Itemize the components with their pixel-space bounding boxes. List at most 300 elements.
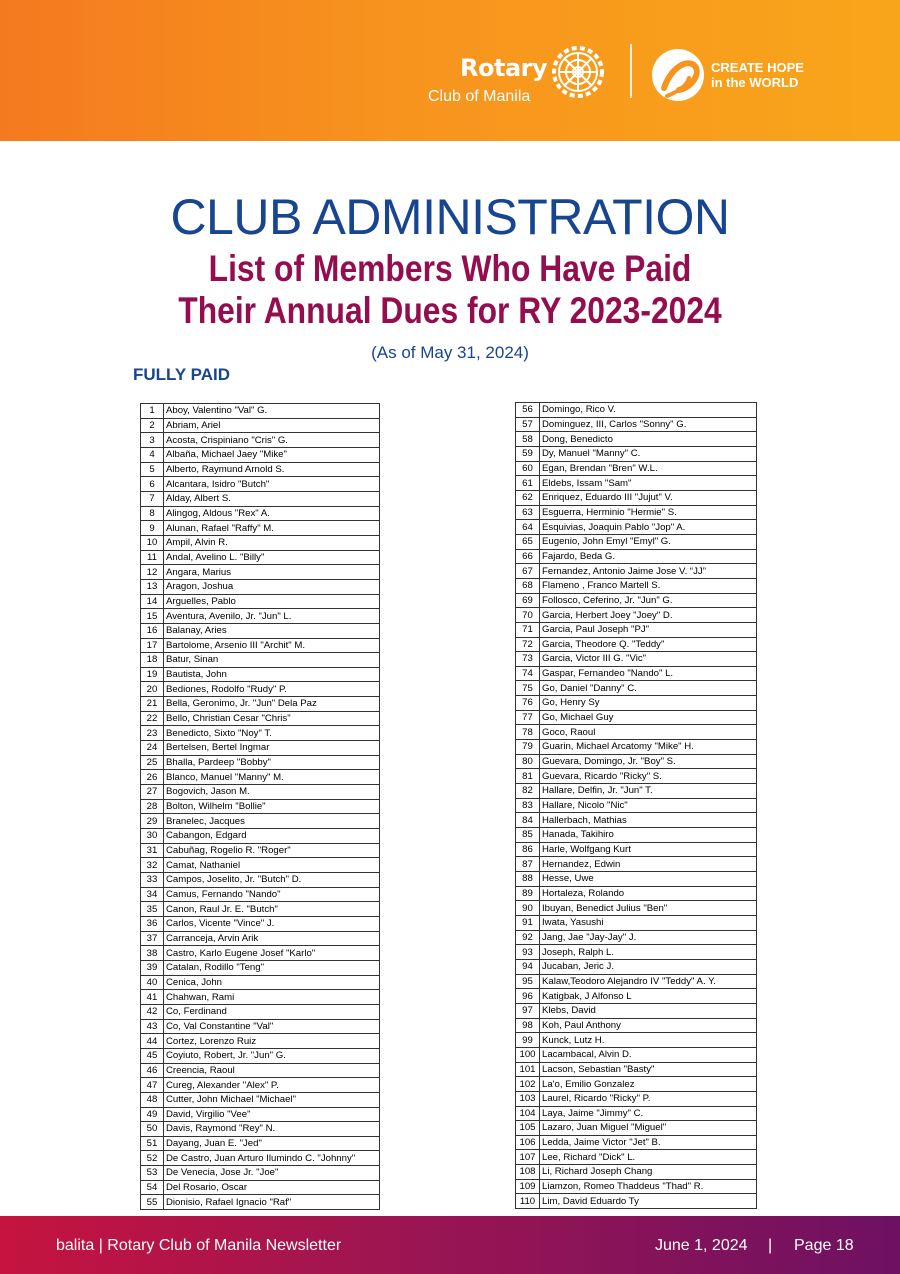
member-name: Bolton, Wilhelm "Bollie" [164,799,380,814]
member-row [516,1165,757,1180]
member-name: Castro, Karlo Eugene Josef "Karlo" [164,946,380,961]
member-name: Ledda, Jaime Victor "Jet" B. [540,1135,757,1150]
member-row [141,843,380,858]
member-name: Cenica, John [164,975,380,990]
member-name: Cabangon, Edgard [164,829,380,844]
member-name: Flameno , Franco Martell S. [540,578,757,593]
member-row [516,915,757,930]
member-name: Lacson, Sebastian "Basty" [540,1062,757,1077]
member-name: Arguelles, Pablo [164,594,380,609]
member-number: 79 [516,740,540,755]
member-row [141,1136,380,1151]
member-name: Egan, Brendan "Bren" W.L. [540,461,757,476]
member-number: 8 [141,506,164,521]
member-number: 27 [141,785,164,800]
member-name: Aboy, Valentino "Val" G. [164,404,380,419]
member-number: 24 [141,741,164,756]
member-number: 89 [516,886,540,901]
member-row [141,946,380,961]
member-number: 32 [141,858,164,873]
member-number: 46 [141,1063,164,1078]
member-number: 21 [141,697,164,712]
member-number: 70 [516,608,540,623]
member-number: 80 [516,754,540,769]
member-number: 15 [141,609,164,624]
member-number: 66 [516,549,540,564]
member-number: 3 [141,433,164,448]
member-name: De Castro, Juan Arturo Ilumindo C. "Johnny" [164,1151,380,1166]
member-row [141,477,380,492]
theme-tagline [711,60,804,90]
member-number: 52 [141,1151,164,1166]
member-number: 4 [141,447,164,462]
member-number: 110 [516,1194,540,1209]
member-row [141,462,380,477]
member-number: 20 [141,682,164,697]
member-row [516,945,757,960]
member-number: 7 [141,491,164,506]
member-row [141,1166,380,1181]
member-name: Hallare, Delfin, Jr. "Jun" T. [540,784,757,799]
member-row [141,829,380,844]
member-number: 81 [516,769,540,784]
member-row [516,754,757,769]
member-row [516,725,757,740]
member-number: 13 [141,579,164,594]
member-name: Dominguez, III, Carlos "Sonny" G. [540,417,757,432]
member-row [141,565,380,580]
member-row [516,534,757,549]
member-row [516,901,757,916]
member-number: 34 [141,887,164,902]
member-number: 23 [141,726,164,741]
member-name: Andal, Avelino L. "Billy" [164,550,380,565]
member-number: 75 [516,681,540,696]
member-number: 36 [141,916,164,931]
member-row [141,931,380,946]
member-name: Aventura, Avenilo, Jr. "Jun" L. [164,609,380,624]
member-name: Catalan, Rodillo "Teng" [164,960,380,975]
member-name: La'o, Emilio Gonzalez [540,1077,757,1092]
member-name: Aragon, Joshua [164,579,380,594]
member-number: 90 [516,901,540,916]
member-row [141,975,380,990]
member-row [141,418,380,433]
member-number: 14 [141,594,164,609]
member-number: 42 [141,1004,164,1019]
member-number: 28 [141,799,164,814]
member-number: 73 [516,652,540,667]
member-number: 85 [516,828,540,843]
member-name: Alday, Albert S. [164,491,380,506]
member-name: Camus, Fernando "Nando" [164,887,380,902]
member-number: 98 [516,1018,540,1033]
member-number: 38 [141,946,164,961]
member-number: 65 [516,534,540,549]
member-number: 108 [516,1165,540,1180]
member-row [141,491,380,506]
member-name: Lim, David Eduardo Ty [540,1194,757,1209]
member-number: 53 [141,1166,164,1181]
member-name: Laurel, Ricardo "Ricky" P. [540,1091,757,1106]
member-number: 67 [516,564,540,579]
member-row [516,886,757,901]
member-name: Garcia, Herbert Joey "Joey" D. [540,608,757,623]
member-number: 100 [516,1047,540,1062]
member-row [141,1063,380,1078]
member-name: Alingog, Aldous "Rex" A. [164,506,380,521]
member-row [141,887,380,902]
member-row [516,520,757,535]
member-row [141,609,380,624]
member-number: 87 [516,857,540,872]
member-name: Albaña, Michael Jaey "Mike" [164,447,380,462]
member-row [516,1047,757,1062]
member-name: Acosta, Crispiniano "Cris" G. [164,433,380,448]
page-title: CLUB ADMINISTRATION [170,189,730,245]
member-name: Hortaleza, Rolando [540,886,757,901]
member-number: 60 [516,461,540,476]
member-number: 91 [516,915,540,930]
member-name: Jucaban, Jeric J. [540,959,757,974]
member-row [516,681,757,696]
member-number: 43 [141,1019,164,1034]
member-number: 35 [141,902,164,917]
member-row [141,873,380,888]
member-number: 49 [141,1107,164,1122]
member-number: 95 [516,974,540,989]
member-row [141,1004,380,1019]
footer-bar [0,1216,900,1274]
member-row [141,667,380,682]
member-number: 31 [141,843,164,858]
member-row [141,1034,380,1049]
member-number: 51 [141,1136,164,1151]
member-number: 26 [141,770,164,785]
footer-separator: | [768,1237,773,1254]
member-row [516,828,757,843]
member-row [516,476,757,491]
member-name: Branelec, Jacques [164,814,380,829]
member-name: Cabuñag, Rogelio R. "Roger" [164,843,380,858]
member-name: Batur, Sinan [164,653,380,668]
member-row [141,1092,380,1107]
rotary-wheel-icon [550,44,606,100]
member-name: Ibuyan, Benedict Julius "Ben" [540,901,757,916]
member-number: 62 [516,490,540,505]
member-number: 105 [516,1121,540,1136]
member-number: 102 [516,1077,540,1092]
member-name: Cureg, Alexander "Alex" P. [164,1078,380,1093]
member-number: 45 [141,1048,164,1063]
member-number: 17 [141,638,164,653]
member-row [141,741,380,756]
member-name: Katigbak, J Alfonso L [540,989,757,1004]
member-number: 9 [141,521,164,536]
member-name: Esguerra, Herminio "Hermie" S. [540,505,757,520]
member-name: Hallerbach, Mathias [540,813,757,828]
member-row [516,1062,757,1077]
footer-date: June 1, 2024 [655,1237,748,1254]
member-name: Dionisio, Rafael Ignacio "Raf" [164,1195,380,1210]
header-banner [0,0,900,141]
member-row [516,857,757,872]
member-row [516,740,757,755]
member-row [141,770,380,785]
member-name: Garcia, Victor III G. "Vic" [540,652,757,667]
member-row [141,726,380,741]
member-row [141,755,380,770]
member-number: 88 [516,872,540,887]
member-row [141,1151,380,1166]
member-number: 5 [141,462,164,477]
members-table-right [515,402,757,1209]
member-number: 25 [141,755,164,770]
member-name: Garcia, Theodore Q. "Teddy" [540,637,757,652]
member-name: Bertelsen, Bertel Ingmar [164,741,380,756]
member-name: Hernandez, Edwin [540,857,757,872]
member-row [516,1018,757,1033]
member-number: 59 [516,446,540,461]
member-row [516,666,757,681]
member-name: Follosco, Ceferino, Jr. "Jun" G. [540,593,757,608]
member-name: Guevara, Domingo, Jr. "Boy" S. [540,754,757,769]
member-number: 93 [516,945,540,960]
member-row [516,1121,757,1136]
member-number: 83 [516,798,540,813]
member-number: 86 [516,842,540,857]
member-number: 94 [516,959,540,974]
member-name: Fernandez, Antonio Jaime Jose V. “JJ” [540,564,757,579]
member-name: Chahwan, Rami [164,990,380,1005]
member-row [516,1135,757,1150]
member-row [516,798,757,813]
member-name: Domingo, Rico V. [540,403,757,418]
member-row [141,799,380,814]
member-number: 22 [141,711,164,726]
member-row [516,593,757,608]
member-number: 30 [141,829,164,844]
member-name: Carlos, Vicente "Vince" J. [164,916,380,931]
member-row [516,1033,757,1048]
member-number: 97 [516,1003,540,1018]
member-row [516,696,757,711]
member-number: 74 [516,666,540,681]
member-number: 40 [141,975,164,990]
member-number: 72 [516,637,540,652]
member-name: David, Virgilio "Vee" [164,1107,380,1122]
member-row [141,1180,380,1195]
member-row [141,858,380,873]
member-name: Alberto, Raymund Arnold S. [164,462,380,477]
member-name: Alunan, Rafael "Raffy" M. [164,521,380,536]
member-number: 44 [141,1034,164,1049]
member-number: 69 [516,593,540,608]
member-row [141,447,380,462]
member-row [516,842,757,857]
member-number: 77 [516,710,540,725]
member-name: Hallare, Nicolo "Nic" [540,798,757,813]
member-row [516,505,757,520]
member-row [516,872,757,887]
header-divider [630,44,632,98]
members-table-left [140,403,380,1210]
member-row [516,930,757,945]
member-row [516,432,757,447]
member-name: Li, Richard Joseph Chang [540,1165,757,1180]
member-name: Laya, Jaime "Jimmy" C. [540,1106,757,1121]
member-row [516,578,757,593]
member-number: 37 [141,931,164,946]
member-number: 50 [141,1122,164,1137]
member-name: Kalaw,Teodoro Alejandro IV "Teddy" A. Y. [540,974,757,989]
member-number: 19 [141,667,164,682]
member-number: 68 [516,578,540,593]
member-row [141,404,380,419]
member-number: 109 [516,1179,540,1194]
member-number: 48 [141,1092,164,1107]
member-name: Balanay, Aries [164,623,380,638]
member-number: 57 [516,417,540,432]
member-row [141,902,380,917]
member-name: Abriam, Ariel [164,418,380,433]
member-name: Blanco, Manuel "Manny" M. [164,770,380,785]
member-row [516,974,757,989]
member-row [516,417,757,432]
member-name: Creencia, Raoul [164,1063,380,1078]
member-number: 84 [516,813,540,828]
member-row [516,652,757,667]
member-name: Jang, Jae "Jay-Jay" J. [540,930,757,945]
member-number: 107 [516,1150,540,1165]
member-number: 29 [141,814,164,829]
member-name: Go, Michael Guy [540,710,757,725]
member-row [516,959,757,974]
member-name: Cortez, Lorenzo Ruiz [164,1034,380,1049]
member-number: 1 [141,404,164,419]
member-row [141,433,380,448]
member-row [141,697,380,712]
member-name: Koh, Paul Anthony [540,1018,757,1033]
member-name: Benedicto, Sixto "Noy" T. [164,726,380,741]
page-subtitle-line-2: Their Annual Dues for RY 2023-2024 [178,290,722,331]
member-number: 82 [516,784,540,799]
member-name: Davis, Raymond "Rey" N. [164,1122,380,1137]
member-row [516,769,757,784]
member-row [141,550,380,565]
member-name: Bediones, Rodolfo "Rudy" P. [164,682,380,697]
section-label: FULLY PAID [133,365,230,384]
member-number: 99 [516,1033,540,1048]
member-name: Ampil, Alvin R. [164,535,380,550]
member-name: Esquivias, Joaquin Pablo "Jop" A. [540,520,757,535]
member-number: 18 [141,653,164,668]
member-row [516,1150,757,1165]
member-number: 47 [141,1078,164,1093]
member-row [141,579,380,594]
member-number: 61 [516,476,540,491]
member-number: 76 [516,696,540,711]
page-subtitle-line-1: List of Members Who Have Paid [208,248,692,289]
member-row [141,1195,380,1210]
member-row [141,916,380,931]
member-name: Angara, Marius [164,565,380,580]
member-row [141,682,380,697]
member-row [141,506,380,521]
member-number: 16 [141,623,164,638]
member-name: Hesse, Uwe [540,872,757,887]
member-name: Cutter, John Michael "Michael" [164,1092,380,1107]
member-name: Kunck, Lutz H. [540,1033,757,1048]
member-row [141,535,380,550]
member-name: Go, Daniel "Danny" C. [540,681,757,696]
brand-subtitle: Club of Manila [428,88,531,105]
member-name: Camat, Nathaniel [164,858,380,873]
member-row [516,1194,757,1209]
member-name: Harle, Wolfgang Kurt [540,842,757,857]
member-number: 104 [516,1106,540,1121]
member-number: 78 [516,725,540,740]
member-number: 64 [516,520,540,535]
member-number: 33 [141,873,164,888]
member-name: Campos, Joselito, Jr. "Butch" D. [164,873,380,888]
member-row [516,564,757,579]
member-name: Lacambacal, Alvin D. [540,1047,757,1062]
member-row [516,446,757,461]
member-name: Joseph, Ralph L. [540,945,757,960]
member-name: Dy, Manuel "Manny" C. [540,446,757,461]
create-hope-logo-icon [651,44,705,106]
member-row [141,1122,380,1137]
member-name: Bartolome, Arsenio III "Archit" M. [164,638,380,653]
member-row [141,990,380,1005]
member-name: Hanada, Takihiro [540,828,757,843]
member-row [516,710,757,725]
theme-line-1: CREATE HOPE [711,60,804,75]
member-name: Canon, Raul Jr. E. "Butch" [164,902,380,917]
member-row [141,1048,380,1063]
member-number: 2 [141,418,164,433]
member-number: 96 [516,989,540,1004]
member-row [516,813,757,828]
member-row [516,549,757,564]
member-row [141,814,380,829]
member-row [516,490,757,505]
member-number: 103 [516,1091,540,1106]
footer-page-number: Page 18 [794,1237,854,1254]
member-name: Klebs, David [540,1003,757,1018]
member-number: 56 [516,403,540,418]
member-number: 92 [516,930,540,945]
member-row [141,711,380,726]
member-name: Iwata, Yasushi [540,915,757,930]
member-name: Co, Ferdinand [164,1004,380,1019]
member-row [516,989,757,1004]
member-name: Lee, Richard "Dick" L. [540,1150,757,1165]
member-number: 41 [141,990,164,1005]
member-row [516,1003,757,1018]
member-row [141,623,380,638]
member-number: 58 [516,432,540,447]
member-name: Bogovich, Jason M. [164,785,380,800]
member-number: 101 [516,1062,540,1077]
member-row [516,461,757,476]
member-row [141,1107,380,1122]
footer-newsletter: balita | Rotary Club of Manila Newsletter [56,1237,342,1254]
member-name: Bhalla, Pardeep "Bobby" [164,755,380,770]
member-number: 6 [141,477,164,492]
member-row [141,785,380,800]
